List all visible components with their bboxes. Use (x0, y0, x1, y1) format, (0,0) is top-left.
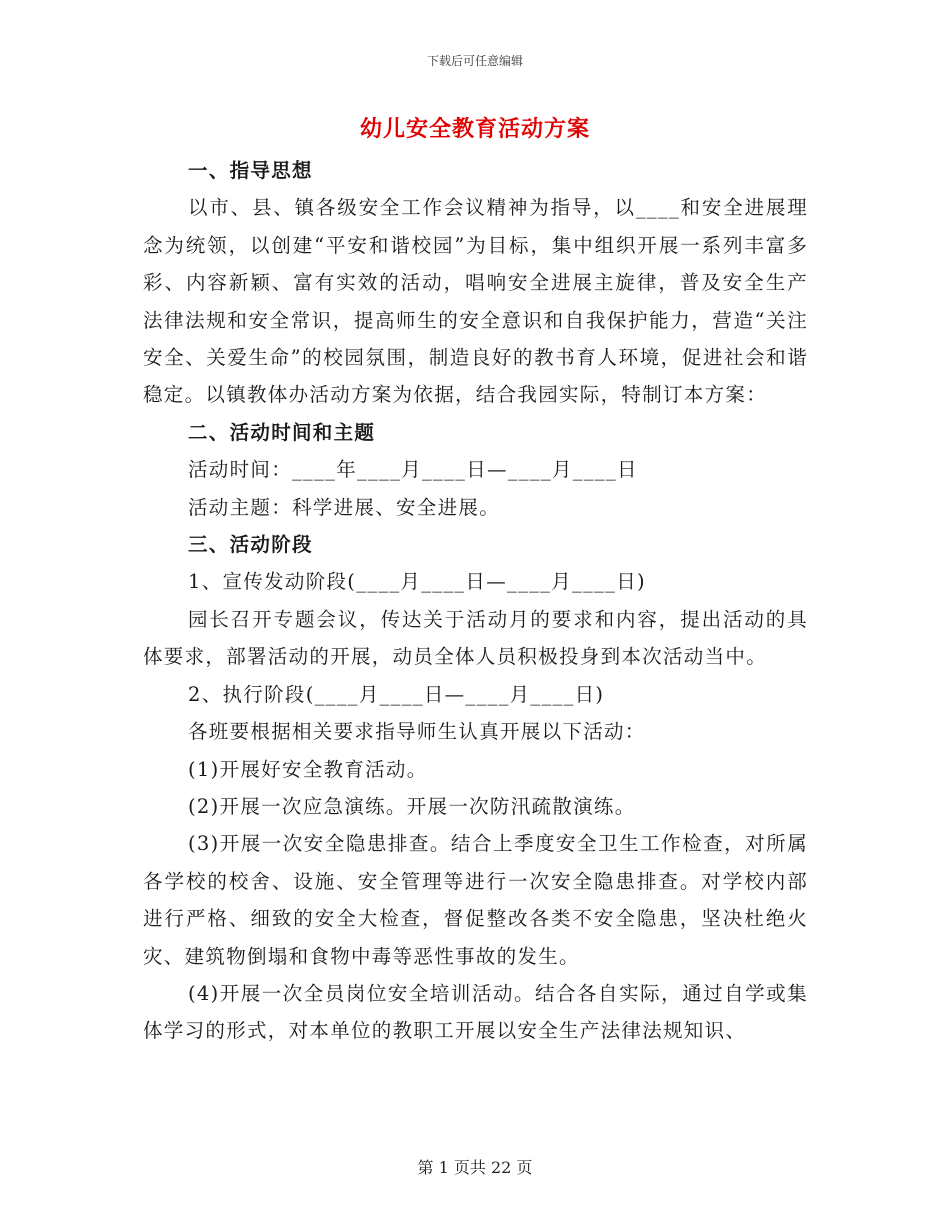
list-item-3: (3)开展一次安全隐患排查。结合上季度安全卫生工作检查，对所属各学校的校舍、设施、安全管理等进行一次安全隐患排查。对学校内部进行严格、细致的安全大检查，督促整改各类不安全隐患，坚决杜绝火灾、建筑物倒塌和食物中毒等恶性事故的发生。 (143, 832, 808, 968)
page-footer: 第 1 页共 22 页 (417, 1158, 533, 1177)
paragraph-stage-1-title: 1、宣传发动阶段(____月____日—____月____日) (188, 570, 646, 594)
paragraph-guiding-ideology: 以市、县、镇各级安全工作会议精神为指导，以____和安全进展理念为统领，以创建“平安和谐校园”为目标，集中组织开展一系列丰富多彩、内容新颖、富有实效的活动，唱响安全进展主旋律，普及安全生产法律法规和安全常识，提高师生的安全意识和自我保护能力，营造“关注安全、关爱生命”的校园氛围，制造良好的教书育人环境，促进社会和谐稳定。以镇教体办活动方案为依据，结合我园实际，特制订本方案： (143, 196, 808, 407)
header-note: 下载后可任意编辑 (426, 54, 523, 68)
paragraph-stage-2-title: 2、执行阶段(____月____日—____月____日) (188, 682, 605, 706)
section-heading-guiding-ideology: 一、指导思想 (188, 159, 313, 182)
section-heading-stages: 三、活动阶段 (188, 533, 313, 557)
list-item-1: (1)开展好安全教育活动。 (188, 757, 428, 781)
list-item-2: (2)开展一次应急演练。开展一次防汛疏散演练。 (188, 794, 636, 818)
paragraph-stage-1-body: 园长召开专题会议，传达关于活动月的要求和内容，提出活动的具体要求，部署活动的开展，动员全体人员积极投身到本次活动当中。 (143, 607, 808, 669)
paragraph-activity-time: 活动时间：____年____月____日—____月____日 (188, 458, 638, 482)
document-body (143, 152, 808, 1050)
section-heading-time-theme: 二、活动时间和主题 (188, 420, 376, 444)
list-item-4: (4)开展一次全员岗位安全培训活动。结合各自实际，通过自学或集体学习的形式，对本单位的教职工开展以安全生产法律法规知识、 (143, 981, 808, 1043)
document-title: 幼儿安全教育活动方案 (359, 116, 590, 142)
paragraph-stage-2-intro: 各班要根据相关要求指导师生认真开展以下活动： (188, 720, 646, 744)
paragraph-activity-theme: 活动主题：科学进展、安全进展。 (188, 495, 501, 519)
